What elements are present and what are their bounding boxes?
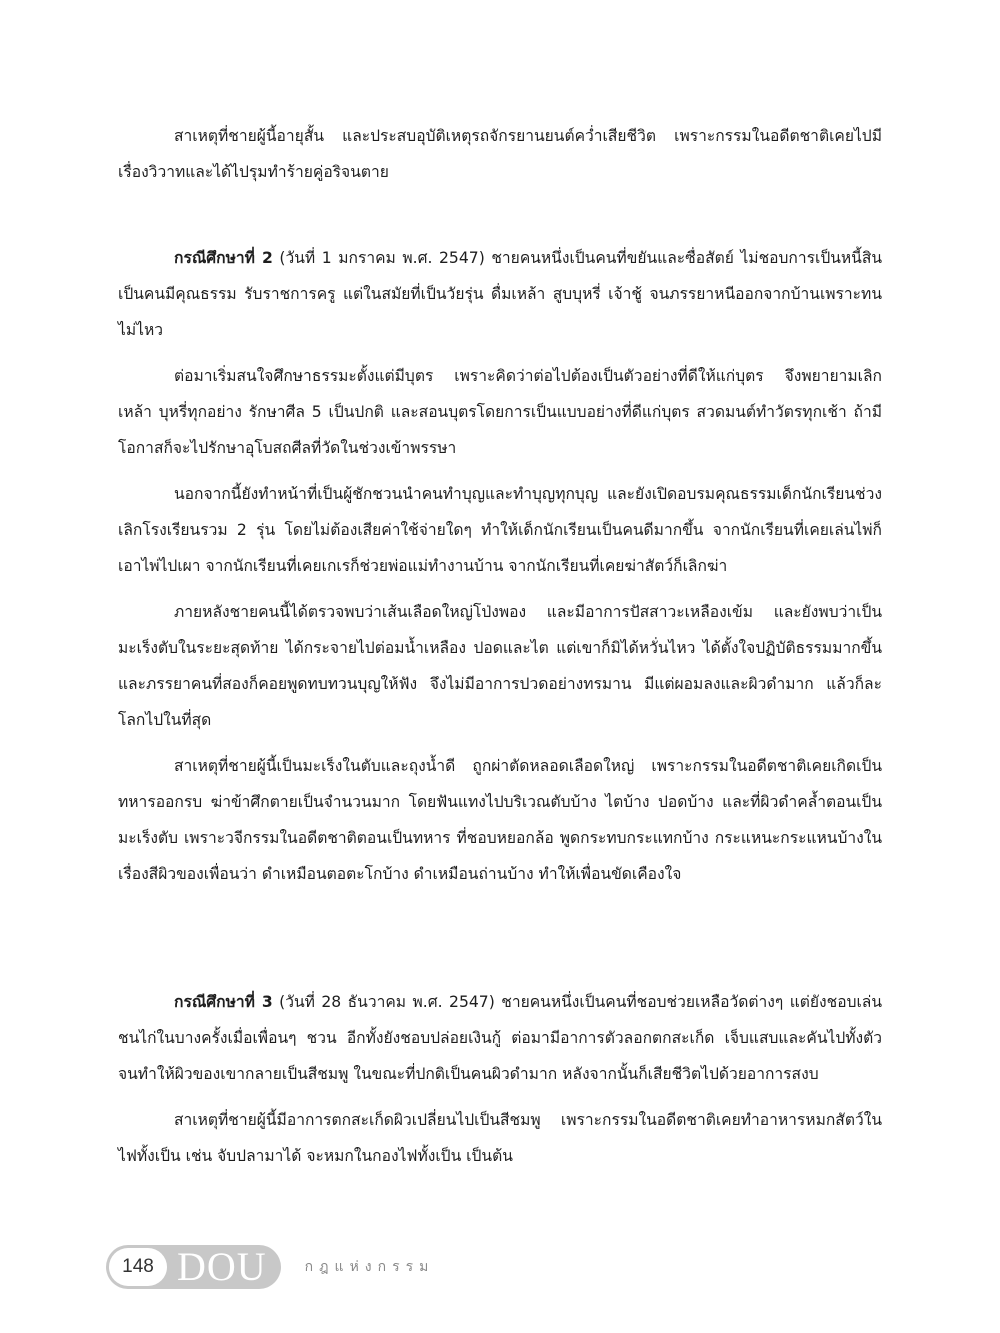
case-study-2 <box>118 240 882 892</box>
opening-section <box>118 118 882 190</box>
page-number: 148 <box>109 1248 167 1286</box>
paragraph: สาเหตุที่ชายผู้นี้เป็นมะเร็งในตับและถุงน้ำดี ถูกผ่าตัดหลอดเลือดใหญ่ เพราะกรรมในอดีตชาติเคยเกิดเป็นทหารออกรบ ฆ่าข้าศึกตายเป็นจำนวนมาก โดยฟันแทงไปบริเวณตับบ้าง ไตบ้าง ปอดบ้าง และที่ผิวดำคล้ำตอนเป็นมะเร็งตับ เพราะวจีกรรมในอดีตชาติตอนเป็นทหาร ที่ชอบหยอกล้อ พูดกระทบกระแทกบ้าง กระแหนะกระแหนบ้างในเรื่องสีผิวของเพื่อนว่า ดำเหมือนตอตะโกบ้าง ดำเหมือนถ่านบ้าง ทำให้เพื่อนขัดเคืองใจ <box>118 757 882 883</box>
case-study-3-intro <box>118 984 882 1092</box>
paragraph: นอกจากนี้ยังทำหน้าที่เป็นผู้ชักชวนนำคนทำบุญและทำบุญทุกบุญ และยังเปิดอบรมคุณธรรมเด็กนักเรียนช่วงเลิกโรงเรียนรวม 2 รุ่น โดยไม่ต้องเสียค่าใช้จ่ายใดๆ ทำให้เด็กนักเรียนเป็นคนดีมากขึ้น จากนักเรียนที่เคยเล่นไพ่ก็เอาไพ่ไปเผา จากนักเรียนที่เคยเกเรก็ช่วยพ่อแม่ทำงานบ้าน จากนักเรียนที่เคยฆ่าสัตว์ก็เลิกฆ่า <box>118 485 882 575</box>
case-study-3 <box>118 984 882 1174</box>
paragraph: ภายหลังชายคนนี้ได้ตรวจพบว่าเส้นเลือดใหญ่โป่งพอง และมีอาการปัสสาวะเหลืองเข้ม และยังพบว่าเป็นมะเร็งตับในระยะสุดท้าย ได้กระจายไปต่อมน้ำเหลือง ปอดและไต แต่เขาก็มิได้หวั่นไหว ได้ตั้งใจปฏิบัติธรรมมากขึ้น และภรรยาคนที่สองก็คอยพูดทบทวนบุญให้ฟัง จึงไม่มีอาการปวดอย่างทรมาน มีแต่ผอมลงและผิวดำมาก แล้วก็ละโลกไปในที่สุด <box>118 603 882 729</box>
paragraph: สาเหตุที่ชายผู้นี้มีอาการตกสะเก็ดผิวเปลี่ยนไปเป็นสีชมพู เพราะกรรมในอดีตชาติเคยทำอาหารหมกสัตว์ในไฟทั้งเป็น เช่น จับปลามาได้ จะหมกในกองไฟทั้งเป็น เป็นต้น <box>118 1111 882 1165</box>
case-study-3-heading: กรณีศึกษาที่ 3 <box>174 993 273 1011</box>
page-footer <box>106 1245 434 1289</box>
dou-logo: DOU <box>177 1244 267 1289</box>
paragraph: ต่อมาเริ่มสนใจศึกษาธรรมะตั้งแต่มีบุตร เพราะคิดว่าต่อไปต้องเป็นตัวอย่างที่ดีให้แก่บุตร จึงพยายามเลิกเหล้า บุหรี่ทุกอย่าง รักษาศีล 5 เป็นปกติ และสอนบุตรโดยการเป็นแบบอย่างที่ดีแก่บุตร สวดมนต์ทำวัตรทุกเช้า ถ้ามีโอกาสก็จะไปรักษาอุโบสถศีลที่วัดในช่วงเข้าพรรษา <box>118 367 882 457</box>
case-study-2-intro <box>118 240 882 348</box>
book-title: กฎแห่งกรรม <box>304 1259 435 1275</box>
page-badge <box>106 1245 281 1289</box>
case-study-3-intro-text: (วันที่ 28 ธันวาคม พ.ศ. 2547) ชายคนหนึ่งเป็นคนที่ชอบช่วยเหลือวัดต่างๆ แต่ยังชอบเล่นชนไก่ในบางครั้งเมื่อเพื่อนๆ ชวน อีกทั้งยังชอบปล่อยเงินกู้ ต่อมามีอาการตัวลอกตกสะเก็ด เจ็บแสบและคันไปทั้งตัว จนทำให้ผิวของเขากลายเป็นสีชมพู ในขณะที่ปกติเป็นคนผิวดำมาก หลังจากนั้นก็เสียชีวิตไปด้วยอาการสงบ <box>118 993 883 1083</box>
case-study-2-heading: กรณีศึกษาที่ 2 <box>174 249 273 267</box>
case-study-2-intro-text: (วันที่ 1 มกราคม พ.ศ. 2547) ชายคนหนึ่งเป็นคนที่ขยันและซื่อสัตย์ ไม่ชอบการเป็นหนี้สิน เป็นคนมีคุณธรรม รับราชการครู แต่ในสมัยที่เป็นวัยรุ่น ดื่มเหล้า สูบบุหรี่ เจ้าชู้ จนภรรยาหนีออกจากบ้านเพราะทนไม่ไหว <box>118 249 882 339</box>
paragraph: สาเหตุที่ชายผู้นี้อายุสั้น และประสบอุบัติเหตุรถจักรยานยนต์คว่ำเสียชีวิต เพราะกรรมในอดีตชาติเคยไปมีเรื่องวิวาทและได้ไปรุมทำร้ายคู่อริจนตาย <box>118 127 882 181</box>
